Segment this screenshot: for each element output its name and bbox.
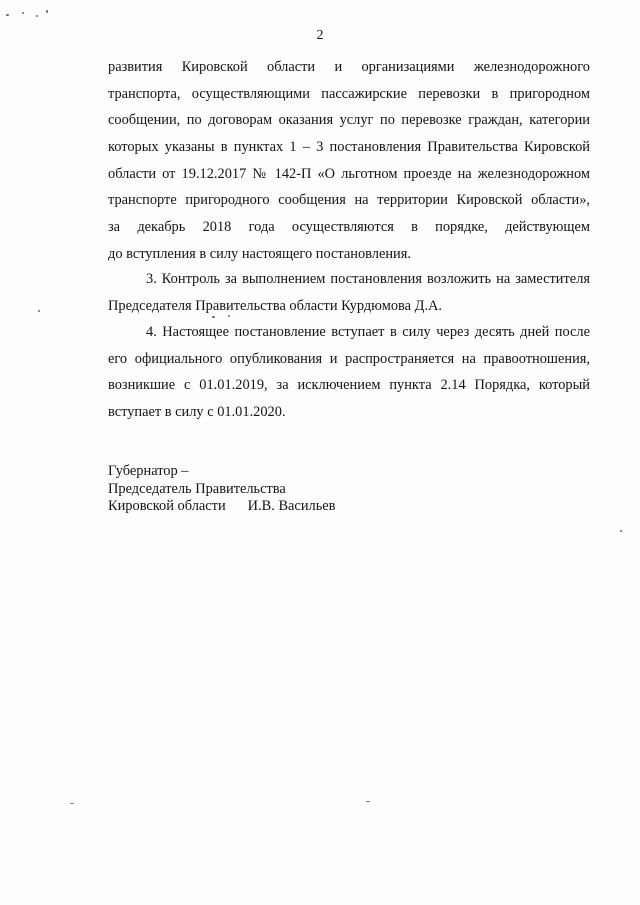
paragraph-line: за декабрь 2018 года осуществляются в порядке, действующем xyxy=(108,219,590,236)
paragraph-line: до вступления в силу настоящего постановления. xyxy=(108,245,411,262)
paragraph-line: транспорте пригородного сообщения на территории Кировской области», xyxy=(108,192,590,209)
paragraph-line: которых указаны в пунктах 1 – 3 постановления Правительства Кировской xyxy=(108,139,590,156)
paragraph-line: вступает в силу с 01.01.2020. xyxy=(108,404,286,421)
paragraph-line: 4. Настоящее постановление вступает в силу через десять дней после xyxy=(146,324,590,340)
signature-title-line xyxy=(108,498,335,516)
scan-speck xyxy=(228,315,230,317)
signature-region: Кировской области xyxy=(108,498,226,514)
scan-speck xyxy=(366,801,370,802)
paragraph-line: Председателя Правительства области Курдюмова Д.А. xyxy=(108,297,443,314)
scan-speck xyxy=(46,10,48,13)
paragraph-item-4 xyxy=(108,319,590,426)
scan-speck xyxy=(70,803,74,804)
scan-speck xyxy=(6,14,9,16)
signature-title-line: Председатель Правительства xyxy=(108,480,286,497)
paragraph-line: его официального опубликования и распространяется на правоотношения, xyxy=(108,350,590,367)
paragraph-continuation xyxy=(108,54,590,268)
paragraph-item-3 xyxy=(108,266,590,319)
scan-speck xyxy=(36,15,38,17)
signature-block xyxy=(108,463,335,516)
paragraph-line: сообщении, по договорам оказания услуг по перевозке граждан, категории xyxy=(108,112,590,129)
signatory-name: И.В. Васильев xyxy=(247,498,336,514)
signature-title-line: Губернатор – xyxy=(108,463,189,479)
paragraph-line: развития Кировской области и организациями железнодорожного xyxy=(108,59,590,75)
scan-speck xyxy=(38,310,40,312)
paragraph-line: области от 19.12.2017 № 142-П «О льготном проезде на железнодорожном xyxy=(108,165,590,182)
paragraph-line: 3. Контроль за выполнением постановления возложить на заместителя xyxy=(146,271,590,287)
paragraph-line: транспорта, осуществляющими пассажирские перевозки в пригородном xyxy=(108,85,590,102)
scan-speck xyxy=(22,12,24,14)
scan-speck xyxy=(212,316,215,318)
page-number: 2 xyxy=(316,28,324,43)
scan-speck xyxy=(620,530,622,532)
paragraph-line: возникшие с 01.01.2019, за исключением пункта 2.14 Порядка, который xyxy=(108,377,590,394)
